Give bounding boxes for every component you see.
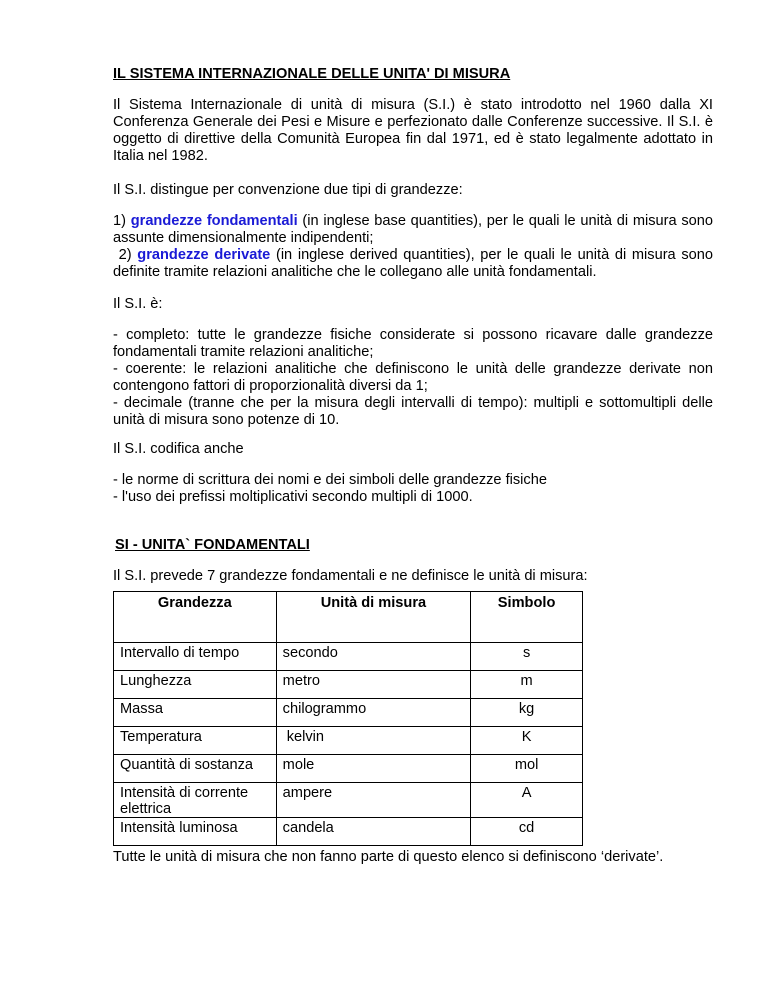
table-row xyxy=(114,671,583,699)
item1-rest: (in inglese base quantities), per le quali le unità di misura sono assunte dimensionalmente indipendenti; xyxy=(113,213,714,246)
cell-unita: kelvin xyxy=(276,727,471,755)
cell-simbolo: mol xyxy=(471,755,583,783)
highlight-fondamentali: grandezze fondamentali xyxy=(130,213,298,229)
cell-grandezza: Lunghezza xyxy=(114,671,277,699)
si-e-paragraph: Il S.I. è: xyxy=(113,296,163,312)
table-row xyxy=(114,699,583,727)
highlight-derivate: grandezze derivate xyxy=(137,247,271,263)
cell-simbolo: kg xyxy=(471,699,583,727)
cell-unita: ampere xyxy=(276,783,471,818)
table-row xyxy=(114,643,583,671)
prevede-paragraph: Il S.I. prevede 7 grandezze fondamentali e ne definisce le unità di misura: xyxy=(113,568,588,584)
units-table xyxy=(113,591,583,846)
codifica-item-prefissi: - l'uso dei prefissi moltiplicativi secondo multipli di 1000. xyxy=(113,489,473,505)
cell-simbolo: cd xyxy=(471,818,583,846)
item1-prefix: 1) xyxy=(113,213,131,229)
cell-simbolo: m xyxy=(471,671,583,699)
cell-unita: candela xyxy=(276,818,471,846)
item-fondamentali xyxy=(113,213,713,247)
intro-paragraph: Il Sistema Internazionale di unità di misura (S.I.) è stato introdotto nel 1960 dalla XI Conferenza Generale dei Pesi e Misure e perfezionato dalle Conferenze successive. Il S.I. è oggetto di direttive della Comunità Europea fin dal 1971, ed è stato legalmente adottato in Italia nel 1982. xyxy=(113,97,713,164)
property-completo: - completo: tutte le grandezze fisiche considerate si possono ricavare dalle grandezze fondamentali tramite relazioni analitiche; xyxy=(113,327,713,360)
header-simbolo: Simbolo xyxy=(471,592,583,643)
codifica-paragraph: Il S.I. codifica anche xyxy=(113,441,244,457)
cell-grandezza: Temperatura xyxy=(114,727,277,755)
codifica-item-norme: - le norme di scrittura dei nomi e dei simboli delle grandezze fisiche xyxy=(113,472,547,488)
table-row xyxy=(114,727,583,755)
item2-rest: (in inglese derived quantities), per le quali le unità di misura sono definite tramite relazioni analitiche che le collegano alle unità fondamentali. xyxy=(113,247,713,280)
distingue-paragraph: Il S.I. distingue per convenzione due tipi di grandezze: xyxy=(113,182,463,198)
table-row xyxy=(114,783,583,818)
table-header-row xyxy=(114,592,583,643)
table-row xyxy=(114,818,583,846)
cell-simbolo: s xyxy=(471,643,583,671)
header-grandezza: Grandezza xyxy=(114,592,277,643)
cell-grandezza: Quantità di sostanza xyxy=(114,755,277,783)
cell-unita: secondo xyxy=(276,643,471,671)
cell-unita: chilogrammo xyxy=(276,699,471,727)
item-derivate xyxy=(113,247,713,281)
main-title: IL SISTEMA INTERNAZIONALE DELLE UNITA' DI MISURA xyxy=(113,66,511,82)
cell-grandezza: Intervallo di tempo xyxy=(114,643,277,671)
cell-simbolo: A xyxy=(471,783,583,818)
footer-paragraph: Tutte le unità di misura che non fanno parte di questo elenco si definiscono ‘derivate’. xyxy=(113,849,664,865)
cell-unita: mole xyxy=(276,755,471,783)
cell-simbolo: K xyxy=(471,727,583,755)
cell-grandezza: Massa xyxy=(114,699,277,727)
section-title: SI - UNITA` FONDAMENTALI xyxy=(115,537,310,553)
cell-grandezza: Intensità luminosa xyxy=(114,818,277,846)
header-unita: Unità di misura xyxy=(276,592,471,643)
table-row xyxy=(114,755,583,783)
property-coerente: - coerente: le relazioni analitiche che definiscono le unità delle grandezze derivate non contengono fattori di proporzionalità diversi da 1; xyxy=(113,361,713,394)
property-decimale: - decimale (tranne che per la misura degli intervalli di tempo): multipli e sottomultipli delle unità di misura sono potenze di 10. xyxy=(113,395,713,428)
item2-prefix: 2) xyxy=(113,247,138,263)
codifica-list xyxy=(113,472,713,506)
cell-grandezza: Intensità di corrente elettrica xyxy=(114,783,277,818)
properties-list xyxy=(113,327,713,429)
cell-unita: metro xyxy=(276,671,471,699)
